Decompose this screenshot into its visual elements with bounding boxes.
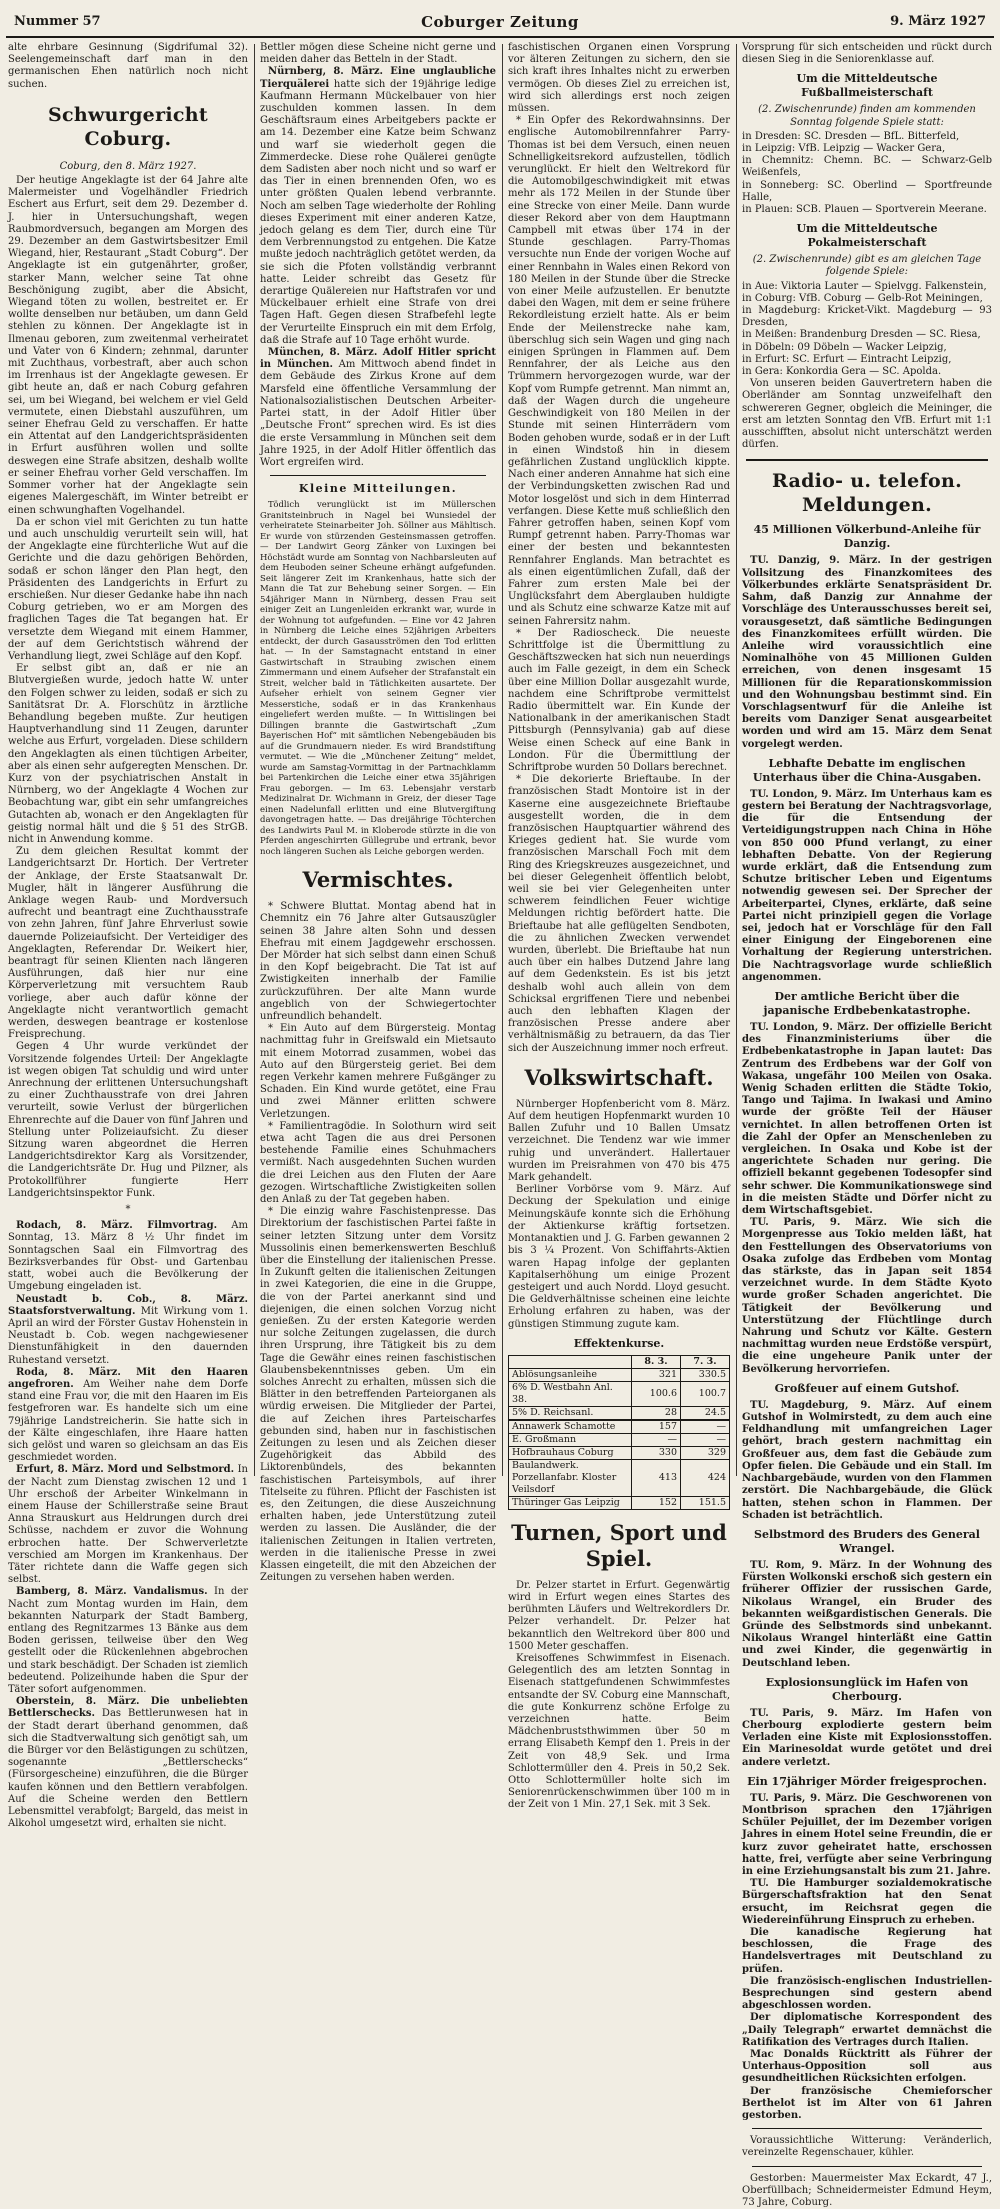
table-row bbox=[509, 1446, 730, 1459]
paragraph: Der heutige Angeklagte ist der 64 Jahre alte Malermeister und Vogelhändler Friedrich Eschert aus Erfurt, seit dem 29. Dezember d. J. hier in Untersuchungshaft, wegen Raubmordversuch, begangen am Morgen des 29. Dezember an dem Gastwirtsbesitzer Emil Wiegand, hier, Restaurant „Stadt Coburg“. Der Angeklagte ist ein gutgenährter, großer, starker Mann, welcher seine Tat ohne Beschönigung zugibt, aber die Absicht, Wiegand töten zu wollen, bestreitet er. Er wollte denselben nur betäuben, um dann Geld stehlen zu können. Der Angeklagte ist in Ilmenau geboren, zum zweitenmal verheiratet und Vater von 6 Kindern; zehnmal, darunter mit Zuchthaus, vorbestraft, aber auch schon im Irrenhaus ist der Angeklagte gewesen. Er gibt heute an, daß er nach Coburg gefahren sei, um bei Wiegand, bei welchem er viel Geld vermutete, einen Diebstahl auszuführen, um seiner Ehefrau Geld zu verschaffen. Er hatte ein Attentat auf den Landgerichtspräsidenten in Erfurt ausführen wollen und sollte deswegen eine Strafe absitzen, deshalb wollte er seiner Ehefrau vorher Geld verschaffen. Im Sommer vorher hat der Angeklagte sein eigenes Malergeschäft, im Winter betreibt er einen schwunghaften Vogelhandel. bbox=[8, 175, 248, 516]
paragraph: Gegen 4 Uhr wurde verkündet der Vorsitzende folgendes Urteil: Der Angeklagte ist wegen obigen Tat schuldig und wird unter Anrechnung der erlittenen Untersuchungshaft zu einer Zuchthausstrafe von drei Jahren verurteilt, sowie Verlust der bürgerlichen Ehrenrechte auf die Dauer von fünf Jahren und Stellung unter Polizeiaufsicht. Zu dieser Sitzung waren abgeordnet die Herren Landgerichtsdirektor Karg als Vorsitzender, die Landgerichtsräte Dr. Hug und Pilzner, als Protokollführer fungierte Herr Landgerichtsinspektor Funk. bbox=[8, 1041, 248, 1199]
cell: Annawerk Schamotte bbox=[509, 1420, 632, 1433]
column-divider bbox=[254, 44, 255, 1476]
stock-table bbox=[508, 1355, 730, 1510]
table-title: Effektenkurse. bbox=[573, 1336, 665, 1350]
paragraph: Von unseren beiden Gauvertretern haben die Oberländer am Sonntag unzweifelhaft den schwereren Gegner, obgleich die Meininger, die erst am letzten Sonntag den VfB. Erfurt mit 1:1 ausschifften, absolut nicht unterschätzt werden dürfen. bbox=[742, 378, 992, 451]
table-row bbox=[509, 1496, 730, 1509]
cell: E. Großmann bbox=[509, 1433, 632, 1446]
paragraph: Die französisch-englischen Industriellen-Besprechungen sind gestern abend abgeschlossen worden. bbox=[742, 1975, 992, 2012]
section-headline: Turnen, Sport und Spiel. bbox=[511, 1519, 727, 1571]
column-header: 7. 3. bbox=[681, 1355, 730, 1368]
paragraph: * Schwere Bluttat. Montag abend hat in Chemnitz ein 76 Jahre alter Gutsauszügler seinen 38 Jahre alten Sohn und dessen Ehefrau mit einem Jagdgewehr erschossen. Der Mörder hat sich selbst dann einen Schuß in den Kopf beigebracht. Die Tat ist auf Zwistigkeiten innerhalb der Familie zurückzuführen. Der alte Mann wurde angeblich von der Schwiegertochter unfreundlich behandelt. bbox=[260, 901, 496, 1022]
cell: 413 bbox=[632, 1459, 681, 1496]
cell: 330.5 bbox=[681, 1368, 730, 1381]
paragraph: TU. Magdeburg, 9. März. Auf einem Gutshof in Wolmirstedt, zu dem auch eine Feldhandlung mit umfangreichen Lager gehört, brach gestern nachmittag ein Großfeuer aus, dem fast die Gebäude zum Opfer fielen. Die Gebäude und ein Stall. Im Nachbargebäude, wurden von den Flammen zerstört. Die Nachbargebäude, die Glück hatten, stehen schon in Flammen. Der Schaden ist beträchtlich. bbox=[742, 1399, 992, 1521]
newspaper-title: Coburger Zeitung bbox=[421, 13, 579, 31]
masthead-rule bbox=[6, 36, 994, 38]
column-divider bbox=[502, 44, 503, 1476]
fixture-list: in Aue: Viktoria Lauter — Spielvgg. Falkenstein, in Coburg: VfB. Coburg — Gelb-Rot Meiningen, in Magdeburg: Kricket-Vikt. Magdeburg — 93 Dresden, in Meißen: Brandenburg Dresden — SC. Riesa, in Döbeln: 09 Döbeln — Wacker Leipzig, in Erfurt: SC. Erfurt — Eintracht Leipzig, in Gera: Konkordia Gera — SC. Apolda. bbox=[742, 280, 992, 378]
paragraph: Zu dem gleichen Resultat kommt der Landgerichtsarzt Dr. Hortich. Der Vertreter der Anklage, der Erste Staatsanwalt Dr. Mugler, hält in längerer Ausführung die Anklage wegen Raub- und Mordversuch aufrecht und beantragt eine Zuchthausstrafe von zehn Jahren, fünf Jahre Ehrverlust sowie dauernde Polizeiaufsicht. Der Verteidiger des Angeklagten, Referendar Dr. Weikert hier, beantragt für seinen Klienten nach längeren Ausführungen, daß hier nur eine Körperverletzung mit versuchtem Raub vorliege, aber auch dafür könne der Angeklagte nicht verantwortlich gemacht werden, deswegen beantrage er kostenlose Freisprechung. bbox=[8, 846, 248, 1041]
paragraph: TU. Danzig, 9. März. In der gestrigen Vollsitzung des Finanzkomitees des Völkerbundes erklärte Senatspräsident Dr. Sahm, daß Danzig zur Annahme der Vorschläge des Unterausschusses bereit sei, vorausgesetzt, daß sämtliche Bedingungen des Finanzkomitees erfüllt würden. Die Anleihe wird voraussichtlich eine Nominalhöhe von 45 Millionen Gulden erreichen, von denen insgesamt 15 Millionen für die Reparationskommission und den Wohnungsbau bestimmt sind. Ein Vorschlagsentwurf für die Anleihe ist bereits vom Danziger Senat ausgearbeitet worden und wird am 15. März dem Senat vorgelegt werden. bbox=[742, 555, 992, 750]
section-headline: Kleine Mitteilungen. bbox=[298, 482, 458, 496]
news-title: Erfurt, 8. März. Mord und Selbstmord. bbox=[16, 1464, 235, 1476]
cell: 100.7 bbox=[681, 1381, 730, 1406]
table-row bbox=[509, 1420, 730, 1433]
cell: 6% D. Westbahn Anl. 38. bbox=[509, 1381, 632, 1406]
column-3 bbox=[508, 42, 730, 1811]
news-title: Neustadt b. Cob., 8. März. Staatsforstverwaltung. bbox=[8, 1293, 248, 1317]
paragraph: Nürnberger Hopfenbericht vom 8. März. Auf dem heutigen Hopfenmarkt wurden 10 Ballen Zufuhr und 10 Ballen Umsatz verzeichnet. Die Tendenz war wie immer ruhig und unverändert. Hallertauer wurden im Preisrahmen von 470 bis 475 Mark gehandelt. bbox=[508, 1098, 730, 1184]
table-row bbox=[509, 1433, 730, 1446]
news-text: Am Sonntag, 13. März 8 ½ Uhr findet im Sonntagschen Saal ein Filmvortrag des Bezirksverbandes für Obst- und Gartenbau statt, wobei auch die Bevölkerung der Umgebung eingeladen ist. bbox=[8, 1220, 248, 1293]
paragraph: TU. Die Hamburger sozialdemokratische Bürgerschaftsfraktion hat den Senat ersucht, im Reichsrat gegen die Wiedereinführung Einspruch zu erheben. bbox=[742, 1878, 992, 1926]
table-row bbox=[509, 1368, 730, 1381]
news-text: In der Nacht zum Dienstag zwischen 12 und 1 Uhr erschoß der Arbeiter Winkelmann in einem Hause der Schillerstraße seine Braut Anna Strauskurt aus Heldrungen durch drei Schüsse, nachdem er zuvor die Wohnung erbrochen hatte. Der Schwerverletzte verschied am Morgen im Krankenhaus. Der Täter richtete dann die Waffe gegen sich selbst. bbox=[8, 1464, 248, 1586]
paragraph: Vorsprung für sich entscheiden und rückt durch diesen Sieg in die Seniorenklasse auf. bbox=[742, 42, 992, 66]
news-text: Am Mittwoch abend findet in dem Gebäude des Zirkus Krone auf dem Marsfeld eine öffentliche Versammlung der Nationalsozialistischen Deutschen Arbeiter-Partei statt, in der Adolf Hitler über „Deutsche Front“ sprechen wird. Es ist dies die erste Versammlung in München seit dem Jahre 1925, in der Adolf Hitler öffentlich das Wort ergreifen wird. bbox=[260, 359, 496, 468]
cell: Thüringer Gas Leipzig bbox=[509, 1496, 632, 1509]
masthead bbox=[6, 14, 994, 34]
paragraph: * Familientragödie. In Solothurn wird seit etwa acht Tagen die aus drei Personen bestehende Familie eines Schuhmachers vermißt. Nach ausgedehnten Suchen wurden die drei Leichen aus den Fluten der Aare gezogen. Wirtschaftliche Zwistigkeiten sollen den Anlaß zu der Tat gegeben haben. bbox=[260, 1120, 496, 1205]
fixture-list: in Dresden: SC. Dresden — BfL. Bitterfeld, in Leipzig: VfB. Leipzig — Wacker Gera, in Chemnitz: Chemn. BC. — Schwarz-Gelb Weißenfels, in Sonneberg: SC. Oberlind — Sportfreunde Halle, in Plauen: SCB. Plauen — Sportverein Meerane. bbox=[742, 130, 992, 216]
paragraph: * Ein Opfer des Rekordwahnsinns. Der englische Automobilrennfahrer Parry-Thomas ist bei dem Versuch, einen neuen Schnelligkeitsrekord aufzustellen, tödlich verunglückt. Er hielt den Weltrekord für die Automobilgeschwindigkeit mit etwas mehr als 172 Meilen in der Stunde über eine Strecke von einer Meile. Dann wurde dieser Rekord aber von dem Hauptmann Campbell mit etwas über 174 in der Stunde geschlagen. Parry-Thomas versuchte nun Ende der vorigen Woche auf einer Rennbahn in Wales einen Rekord von 180 Meilen in der Stunde über die Strecke von einer Meile aufzustellen. Er benutzte dabei den Wagen, mit dem er seine frühere Rekordleistung erzielt hatte. Als er beim Ende der Meilenstrecke nahe kam, überschlug sich sein Wagen und ging nach einigen Sprüngen in Flammen auf. Dem Rennfahrer, der als Leiche aus den Trümmern hervorgezogen wurde, war der Kopf vom Rumpfe getrennt. Man nimmt an, daß der Wagen durch die ungeheure Geschwindigkeit von 180 Meilen in der Stunde mit seinen Hinterrädern vom Boden gehoben wurde, sodaß er in der Luft in einen Windstoß hin in diesem gefährlichen Zustand unglücklich kippte. Nach einer anderen Annahme hat sich eine der Verbindungsketten zwischen Rad und Motor losgelöst und sich in dem Hinterrad verfangen. Diese Kette muß schließlich den Fahrer getroffen haben, seinen Kopf vom Rumpf getrennt haben. Parry-Thomas war einer der besten und bekanntesten Rennfahrer Englands. Man betrachtet es als einen eigentümlichen Zufall, daß der Fahrer zum ersten Male bei der Unglücksfahrt dem Aberglauben huldigte und als Schutz eine schwarze Katze mit auf seinen Fahrersitz nahm. bbox=[508, 115, 730, 627]
paragraph: TU. Rom, 9. März. In der Wohnung des Fürsten Wolkonski erschoß sich gestern ein früherer Offizier der russischen Garde, Nikolaus Wrangel, ein Bruder des bekannten weißgardistischen Generals. Die Gründe des Selbstmords sind unbekannt. Nikolaus Wrangel hinterläßt eine Gattin und zwei Kinder, die gegenwärtig in Deutschland leben. bbox=[742, 1559, 992, 1669]
table-row bbox=[509, 1459, 730, 1496]
cell: 24.5 bbox=[681, 1406, 730, 1419]
section-rule bbox=[752, 2166, 982, 2167]
paragraph: TU. London, 9. März. Der offizielle Bericht des Finanzministeriums über die Erdbebenkatastrophe in Japan lautet: Das Zentrum des Erdbebens war der Golf von Wakasa, ungefähr 100 Meilen von Osaka. Wenig Schaden erlitten die Städte Tokio, Tango und Tajima. In Iwakasi und Amino wurde der größte Teil der Häuser vernichtet. In allen betroffenen Orten ist die Zahl der Opfer an Menschenleben zu vergleichen. In Osaka und Kobe ist der angerichtete Schaden nur gering. Die offiziell bekannt gegebenen Todesopfer sind sehr schwer. Die Kommunikationswege sind in die meisten Städte und Dörfer nicht zu dem Wirtschaftsgebiet. bbox=[742, 1021, 992, 1217]
weather-forecast: Voraussichtliche Witterung: Veränderlich, vereinzelte Regenschauer, kühler. bbox=[742, 2135, 992, 2159]
subheadline: Lebhafte Debatte im englischen Unterhaus über die China-Ausgaben. bbox=[752, 756, 982, 784]
paragraph: * Ein Auto auf dem Bürgersteig. Montag nachmittag fuhr in Greifswald ein Mietsauto mit einem Motorrad zusammen, wobei das Auto auf den Bürgersteig geriet. Bei dem regen Verkehr kamen mehrere Fußgänger zu Schaden. Ein Kind wurde getötet, eine Frau und zwei Männer erlitten schwere Verletzungen. bbox=[260, 1023, 496, 1120]
news-text: Am Weiher nahe dem Dorfe stand eine Frau vor, die mit den Haaren im Eis festgefroren war. Es handelte sich um eine 79jährige Landstreicherin. Sie hatte sich in der Kälte eingeschlafen, ihre Haare hatten sich gelöst und waren so gleichsam an das Eis geschmiedet worden. bbox=[8, 1378, 248, 1464]
section-headline: Um die Mitteldeutsche Fußballmeisterschaft bbox=[796, 72, 938, 100]
paragraph: Der französische Chemieforscher Berthelot ist im Alter von 61 Jahren gestorben. bbox=[742, 2085, 992, 2122]
paragraph: * Die dekorierte Brieftaube. In der französischen Stadt Montoire ist in der Kaserne eine ausgezeichnete Brieftaube ausgestellt worden, die in dem französischen Hauptquartier während des Krieges gedient hat. Sie wurde vom französischen Marschall Foch mit dem Ring des Kriegskreuzes ausgezeichnet, und bei dieser Gelegenheit öffentlich belobt, weil sie bei vier Gelegenheiten unter schwerem feindlichen Feuer wichtige Meldungen richtig befördert hatte. Die Brieftaube hat alle geflügelten Sendboten, die zu ähnlichen Zwecken verwendet wurden, überlebt. Die Brieftaube hat nun auch über ein halbes Dutzend Jahre lang auf dem Gedenkstein. Es ist bis jetzt deshalb wohl auch allein von dem Schicksal ergriffenen Tiere und nebenbei auch den lebhaften Klagen der französischen Presse andere aber verhältnismäßig zu betrauern, da das Tier sich der Auszeichnung immer noch erfreut. bbox=[508, 774, 730, 1054]
cell: — bbox=[681, 1420, 730, 1433]
news-title: Bamberg, 8. März. Vandalismus. bbox=[16, 1586, 208, 1598]
news-text: Mit Wirkung vom 1. April an wird der Förster Gustav Hohenstein in Neustadt b. Cob. wegen nachgewiesener Dienstunfähigkeit in den dauernden Ruhestand versetzt. bbox=[8, 1305, 248, 1366]
paragraph: Berliner Vorbörse vom 9. März. Auf Deckung der Spekulation und einige Meinungskäufe konnte sich die Erhöhung der Aktienkurse kräftig fortsetzen. Montanaktien und J. G. Farben gewannen 2 bis 3 ¼ Prozent. Von Schiffahrts-Aktien waren Hapag infolge der geplanten Kapitalserhöhung um einige Prozent gesteigert und auch Nordd. Lloyd gesucht. Die Geldverhältnisse scheinen eine leichte Erholung erfahren zu haben, was der günstigen Stimmung zugute kam. bbox=[508, 1184, 730, 1330]
paragraph: TU. Paris, 9. März. Im Hafen von Cherbourg explodierte gestern beim Verladen eine Kiste mit Explosionsstoffen. Ein Marinesoldat wurde getötet und drei andere verletzt. bbox=[742, 1707, 992, 1768]
section-rule bbox=[752, 2128, 982, 2129]
paragraph: TU. Paris, 9. März. Wie sich die Morgenpresse aus Tokio melden läßt, hat den Festtellungen des Observatoriums von Osaka zufolge das Erdbeben vom Montag das stärkste, das in Japan seit 1854 verzeichnet wurde. In dem Städte Kyoto wurde großer Schaden angerichtet. Die Tätigkeit der Bevölkerung und Unterstützung der Flüchtlinge durch Nahrung und Schutz vor Kälte. Gestern nachmittag wurden neue Erdstöße verspürt, die eine ungeheure Panik unter der Bevölkerung hervorriefen. bbox=[742, 1217, 992, 1375]
subheadline: 45 Millionen Völkerbund-Anleihe für Danzig. bbox=[753, 523, 981, 551]
table-row bbox=[509, 1381, 730, 1406]
news-text: In der Nacht zum Montag wurden im Hain, dem bekannten Naturpark der Stadt Bamberg, entlang des Regnitzarmes 13 Bänke aus dem Boden gerissen, teilweise über den Weg gestellt oder die Rückenlehnen abgebrochen und stark beschädigt. Der Schaden ist ziemlich bedeutend. Polizeihunde haben die Spur der Täter sofort aufgenommen. bbox=[8, 1586, 248, 1695]
cell: 152 bbox=[632, 1496, 681, 1509]
paragraph: Der diplomatische Korrespondent des „Daily Telegraph“ erwartet demnächst die Ratifikation des Vertrages durch Italien. bbox=[742, 2012, 992, 2048]
section-headline: Um die Mitteldeutsche Pokalmeisterschaft bbox=[796, 222, 938, 250]
news-title: Nürnberg, 8. März. Eine unglaubliche Tierquälerei bbox=[260, 66, 496, 90]
cell: 100.6 bbox=[632, 1381, 681, 1406]
paragraph: Die kanadische Regierung hat beschlossen, die Frage des Handelsvertrages mit Deutschland zu prüfen. bbox=[742, 1926, 992, 1975]
column-divider bbox=[736, 44, 737, 1476]
paragraph: TU. London, 9. März. Im Unterhaus kam es gestern bei Beratung der Nachtragsvorlage, die für die Entsendung der Verteidigungstruppen nach China in Höhe von 850 000 Pfund verlangt, zu einer lebhaften Debatte. Von der Regierung wurde erklärt, daß die Entsendung zum Schutze britischer Leben und Eigentums notwendig gewesen sei. Der Sprecher der Arbeiterpartei, Clynes, erklärte, daß seine Partei nicht prinzipiell gegen die Vorlage sei, jedoch hat er Vorschläge für den Fall einer Einigung der Eingeborenen eine Vorhaltung der Regierung unterstrichen. Die Nachtragsvorlage wurde schließlich angenommen. bbox=[742, 788, 992, 983]
cell: Ablösungsanleihe bbox=[509, 1368, 632, 1381]
subheadline: (2. Zwischenrunde) finden am kommenden Sonntag folgende Spiele statt: bbox=[758, 104, 976, 128]
section-headline: Radio- u. telefon. Meldungen. bbox=[771, 470, 963, 517]
cell: 329 bbox=[681, 1446, 730, 1459]
paragraph: Tödlich verunglückt ist im Müllerschen Granitsteinbruch in Nagel bei Wunsiedel der verheiratete Steinarbeiter Joh. Söllner aus Mähltisch. Er wurde von stürzenden Gesteinsmassen getroffen. — Der Landwirt Georg Zänker von Luxingen bei Höchstädt wurde am Sonntag von Nachbarsleuten auf dem Heuboden seiner Scheune erhängt aufgefunden. Seit längerer Zeit im Krankenhaus, hatte sich der Mann die Tat zur Behebung seiner Sorgen. — Ein 54jähriger Mann in Nürnberg, dessen Frau seit einiger Zeit an Lungenleiden erkrankt war, wurde in der Wohnung tot aufgefunden. — Eine vor 42 Jahren in Nürnberg die Leiche eines 52jährigen Arbeiters entdeckt, der durch Gasausströmen den Tod erlitten hat. — In der Samstagnacht entstand in einer Gastwirtschaft in Straubing zwischen einem Zimmermann und einem Aufseher der Strafanstalt ein Streit, welcher bald in Tätlichkeiten ausartete. Der Aufseher erhielt von seinem Gegner vier Messerstiche, sodaß er in das Krankenhaus eingeliefert werden mußte. — In Wittislingen bei Dillingen brannte die Gastwirtschaft „Zum Bayerischen Hof“ mit sämtlichen Nebengebäuden bis auf die Grundmauern nieder. Es wird Brandstiftung vermutet. — Wie die „Münchener Zeitung“ meldet, wurde am Samstag-Vormittag in der Partnachklamm bei Partenkirchen die Leiche einer etwa 35jährigen Frau geborgen. — Im 63. Lebensjahr verstarb Medizinalrat Dr. Wichmann in Greiz, der dieser Tage einen Nadelunfall erlitten und eine Blutvergiftung davongetragen hatte. — Das dreijährige Töchterchen des Landwirts Paul M. in Kloberode stürzte in die von Pferden angeschirrten Güllegrube und ertrank, bevor noch längeren Suchen als Leiche geborgen werden. bbox=[260, 500, 496, 857]
news-text: hatte sich der 19jährige ledige Kaufmann Hermann Mückelbauer von hier zuschulden kommen lassen. In dem Geschäftsraum eines Arbeitgebers packte er am 14. Dezember eine Katze beim Schwanz und warf sie wiederholt gegen die Zimmerdecke. Diese rohe Quälerei genügte dem Sadisten aber noch nicht und so warf er das Tier in einen brennenden Ofen, wo es unter größten Qualen lebend verbrannte. Noch am selben Tage wiederholte der Rohling dieses Experiment mit einer anderen Katze, jedoch gelang es dem Tier, durch eine Tür dem Verbrennungstod zu entgehen. Die Katze mußte jedoch nachträglich getötet werden, da sie sich die Pfoten vollständig verbrannt hatte. Leider schreibt das Gesetz für derartige Quälereien nur Haftstrafen vor und Mückelbauer erhielt eine Strafe von drei Tagen Haft. Gegen diesen Strafbefehl legte der Verurteilte Einspruch ein mit dem Erfolg, daß die Strafe auf 10 Tage erhöht wurde. bbox=[260, 78, 496, 346]
cell: 424 bbox=[681, 1459, 730, 1496]
paragraph: Kreisoffenes Schwimmfest in Eisenach. Gelegentlich des am letzten Sonntag in Eisenach stattgefundenen Schwimmfestes entsandte der SV. Coburg eine Mannschaft, die gute Konkurrenz schöne Erfolge zu verzeichnen hatte. Beim Mädchenbruststhwimmen über 50 m errang Elisabeth Kempf den 1. Preis in der Zeit von 48,9 Sek. und Irma Schlottermüller den 4. Preis in 50,2 Sek. Otto Schlottermüller holte sich im Seniorenrückenschwimmen über 100 m in der Zeit von 1 Min. 27,1 Sek. mit 3 Sek. bbox=[508, 1652, 730, 1811]
cell: Baulandwerk. Porzellanfabr. Kloster Veilsdorf bbox=[509, 1459, 632, 1496]
section-rule bbox=[270, 475, 486, 476]
subheadline: (2. Zwischenrunde) gibt es am gleichen Tage folgende Spiele: bbox=[752, 254, 982, 278]
column-2 bbox=[260, 42, 496, 1584]
cell: 151.5 bbox=[681, 1496, 730, 1509]
subheadline: Explosionsunglück im Hafen von Cherbourg. bbox=[765, 1675, 969, 1703]
paragraph: Mac Donalds Rücktritt als Führer der Unterhaus-Opposition soll aus gesundheitlichen Rücksichten erfolgen. bbox=[742, 2049, 992, 2085]
paragraph: Da er schon viel mit Gerichten zu tun hatte und auch unschuldig verurteilt sein will, hat der Angeklagte eine fürchterliche Wut auf die Gerichte und die dazu gehörigen Behörden, sodaß er schon länger den Plan hegt, den Präsidenten des Landgerichts in Erfurt zu erschießen. Nur dieser Gedanke habe ihn nach Coburg getrieben, wo er am Morgen des fraglichen Tages die Tat begangen hat. Er versetzte dem Wiegand mit einem Hammer, der auf dem Gerichtstisch während der Verhandlung liegt, zwei Schläge auf den Kopf. bbox=[8, 516, 248, 662]
section-headline: Volkswirtschaft. bbox=[524, 1064, 714, 1090]
article-headline: Schwurgericht Coburg. bbox=[48, 103, 208, 150]
news-title: München, 8. März. Adolf Hitler spricht in München. bbox=[260, 347, 496, 371]
table-row bbox=[509, 1406, 730, 1419]
paragraph: Bettler mögen diese Scheine nicht gerne und meiden daher das Betteln in der Stadt. bbox=[260, 42, 496, 66]
cell: 330 bbox=[632, 1446, 681, 1459]
cell: 5% D. Reichsanl. bbox=[509, 1406, 632, 1419]
section-rule bbox=[746, 459, 988, 461]
subheadline: Ein 17jähriger Mörder freigesprochen. bbox=[747, 1774, 987, 1788]
news-text: Das Bettlerunwesen hat in der Stadt derart überhand genommen, daß sich die Stadtverwaltung sich genötigt sah, um die Bürger vor den Belästigungen zu schützen, sogenannte „Bettlerschecks“ (Fürsorgescheine) einzuführen, die die Bürger kaufen können und den Bettlern verabfolgen. Auf die Scheine werden den Bettlern Lebensmittel verabfolgt; Bargeld, das meist in Alkohol umgesetzt wird, erhalten sie nicht. bbox=[8, 1708, 248, 1830]
news-title: Oberstein, 8. März. Die unbeliebten Bettlerschecks. bbox=[8, 1696, 248, 1720]
paragraph: TU. Paris, 9. März. Die Geschworenen von Montbrison sprachen den 17jährigen Schüler Pejuillet, der im Dezember vorigen Jahres in einem Hotel seine Freundin, die er kurz zuvor geheiratet hatte, erschossen hatte, frei, verfügte aber seine Verbringung in eine Erziehungsanstalt bis zum 21. Jahre. bbox=[742, 1792, 992, 1877]
column-1 bbox=[8, 42, 248, 1830]
issue-number: Nummer 57 bbox=[14, 14, 101, 29]
section-separator: * bbox=[125, 1204, 131, 1216]
column-header: 8. 3. bbox=[632, 1355, 681, 1368]
cell: Hofbrauhaus Coburg bbox=[509, 1446, 632, 1459]
paragraph: Er selbst gibt an, daß er nie an Blutvergießen wurde, jedoch hatte W. unter den Folgen schwer zu leiden, sodaß er sich zu Sanitätsrat Dr. A. Florschütz in ärztliche Behandlung begeben mußte. Zur heutigen Hauptverhandlung sind 11 Zeugen, darunter welche aus Erfurt, vorgeladen. Diese schildern den Angeklagten als einen tüchtigen Arbeiter, aber als einen sehr aufgeregten Menschen. Dr. Kurz von der psychiatrischen Anstalt in Nürnberg, wo der Angeklagte 4 Wochen zur Beobachtung war, gibt ein sehr umfangreiches Gutachten ab, wonach er den Angeklagten für geistig normal hält und die § 51 des StrGB. nicht in Anwendung komme. bbox=[8, 663, 248, 845]
cell: — bbox=[681, 1433, 730, 1446]
obituaries: Gestorben: Mauermeister Max Eckardt, 47 J., Oberfüllbach; Schneidermeister Edmund Heym, 73 Jahre, Coburg. bbox=[742, 2172, 992, 2209]
cell: 28 bbox=[632, 1406, 681, 1419]
issue-date: 9. März 1927 bbox=[890, 14, 986, 29]
section-headline: Vermischtes. bbox=[302, 867, 454, 893]
column-header bbox=[509, 1355, 632, 1368]
cell: — bbox=[632, 1433, 681, 1446]
table-header-row bbox=[509, 1355, 730, 1368]
cell: 157 bbox=[632, 1420, 681, 1433]
column-4 bbox=[742, 42, 992, 2209]
dateline: Coburg, den 8. März 1927. bbox=[59, 160, 197, 172]
paragraph: * Die einzig wahre Faschistenpresse. Das Direktorium der faschistischen Partei faßte in seiner letzten Sitzung unter dem Vorsitz Mussolinis einen bemerkenswerten Beschluß über die Einstellung der italienischen Presse. In Zukunft gelten die italienischen Zeitungen in zwei Kategorien, die eine in die Gruppe, die von der Partei anerkannt sind und diejenigen, die einen solchen Vorzug nicht genießen. Zu der ersten Kategorie werden nur solche Zeitungen zugelassen, die durch ihren Ursprung, ihre Tätigkeit bis zu dem Tage die Gewähr eines reinen faschistischen Glaubensbekenntnisses geben. Um ein solches Anrecht zu erhalten, müssen sich die Blätter in den betreffenden Parteiorganen als würdig erweisen. Die Mitglieder der Partei, die auf Zeichen ihres Parteischarfes gebunden sind, haben nur in faschistischen Zeitungen zu lesen und als Zeichen dieser Zugehörigkeit das Abbild des Liktorenbündels, des bekannten faschistischen Parteisymbols, auf ihrer Titelseite zu führen. Pflicht der Faschisten ist es, den Zeitungen, die diese Auszeichnung erhalten haben, jede Unterstützung zuteil werden zu lassen. Die Ausländer, die der italienischen Zeitungen in Italien vertreten, werden in die italienische Presse in zwei Klassen eingeteilt, die mit den Abzeichen der Zeitungen zu versehen haben werden. bbox=[260, 1206, 496, 1584]
paragraph: Dr. Pelzer startet in Erfurt. Gegenwärtig wird in Erfurt wegen eines Startes des berühmten Läufers und Weltrekordlers Dr. Pelzer verhandelt. Dr. Pelzer hat bekanntlich den Weltrekord über 800 und 1500 Meter geschaffen. bbox=[508, 1579, 730, 1652]
subheadline: Selbstmord des Bruders des General Wrangel. bbox=[754, 1527, 980, 1555]
paragraph: faschistischen Organen einen Vorsprung vor älteren Zeitungen zu sichern, den sie sich kraft ihres Inhaltes nicht zu erwerben vermögen. Ob dieses Ziel zu erreichen ist, wird sich allerdings erst noch zeigen müssen. bbox=[508, 42, 730, 115]
news-title: Roda, 8. März. Mit den Haaren angefroren. bbox=[8, 1366, 248, 1390]
paragraph: alte ehrbare Gesinnung (Sigdrifumal 32). Seelengemeinschaft darf man in den germanischen Ehen natürlich noch nicht suchen. bbox=[8, 42, 248, 90]
news-title: Rodach, 8. März. Filmvortrag. bbox=[16, 1220, 218, 1232]
subheadline: Großfeuer auf einem Gutshof. bbox=[774, 1381, 960, 1395]
subheadline: Der amtliche Bericht über die japanische Erdbebenkatastrophe. bbox=[763, 989, 971, 1017]
paragraph: * Der Radioscheck. Die neueste Schrittfolge ist die Übermittlung zu Geschäftszwecken hat sich nun neuerdings auch im Falle gezeigt, in dem ein Scheck über eine Million Dollar ausgezahlt wurde, nachdem eine Schriftprobe vermittelst Radio übermittelt war. Ein Kunde der Nationalbank in der amerikanischen Stadt Pittsburgh (Pennsylvania) gab auf diese Weise einen Scheck auf eine Bank in London. Für die Übermittlung der Schriftprobe wurden 50 Dollars berechnet. bbox=[508, 627, 730, 773]
cell: 321 bbox=[632, 1368, 681, 1381]
